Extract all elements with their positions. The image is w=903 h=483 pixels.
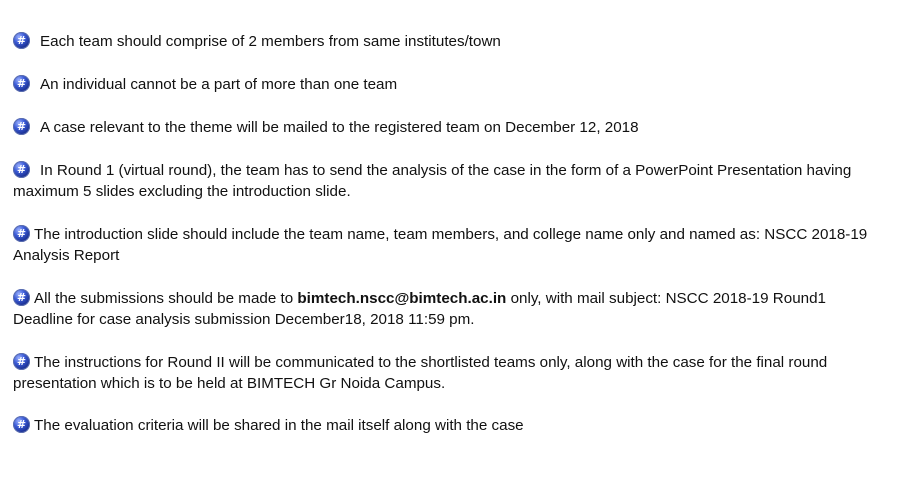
deadline-text: Deadline for case analysis submission December18, 2018 11:59 pm.: [13, 311, 475, 328]
hash-globe-icon: [13, 225, 30, 242]
submission-email: bimtech.nscc@bimtech.ac.in: [297, 290, 507, 307]
hash-globe-icon: [13, 75, 30, 92]
rule-text-suffix: only, with mail subject: NSCC 2018-19 Round1: [506, 290, 826, 307]
rule-text: In Round 1 (virtual round), the team has to send the analysis of the case in the form of a PowerPoint Presentation having maximum 5 slides excluding the introduction slide.: [13, 162, 852, 200]
hash-globe-icon: [13, 353, 30, 370]
rule-text: The evaluation criteria will be shared in the mail itself along with the case: [34, 417, 524, 434]
rule-text: The introduction slide should include the team name, team members, and college name only and named as: NSCC 2018-19 Analysis Report: [13, 226, 868, 264]
rule-item-2: [13, 74, 883, 95]
rule-item-1: [13, 31, 883, 52]
rule-item-5: [13, 224, 883, 266]
hash-globe-icon: [13, 32, 30, 49]
hash-globe-icon: [13, 161, 30, 178]
rule-text: An individual cannot be a part of more than one team: [40, 76, 398, 93]
rule-text-prefix: All the submissions should be made to: [34, 290, 298, 307]
rule-item-8: [13, 415, 883, 436]
rule-text: A case relevant to the theme will be mailed to the registered team on December 12, 2018: [40, 119, 639, 136]
hash-globe-icon: [13, 416, 30, 433]
hash-globe-icon: [13, 118, 30, 135]
hash-globe-icon: [13, 289, 30, 306]
rule-text: The instructions for Round II will be communicated to the shortlisted teams only, along with the case for the final round presentation which is to be held at BIMTECH Gr Noida Campus.: [13, 354, 828, 392]
rule-item-6: [13, 288, 883, 330]
rule-text: Each team should comprise of 2 members from same institutes/town: [40, 33, 501, 50]
rule-item-4: [13, 160, 883, 202]
rule-item-7: [13, 352, 883, 394]
rule-item-3: [13, 117, 883, 138]
